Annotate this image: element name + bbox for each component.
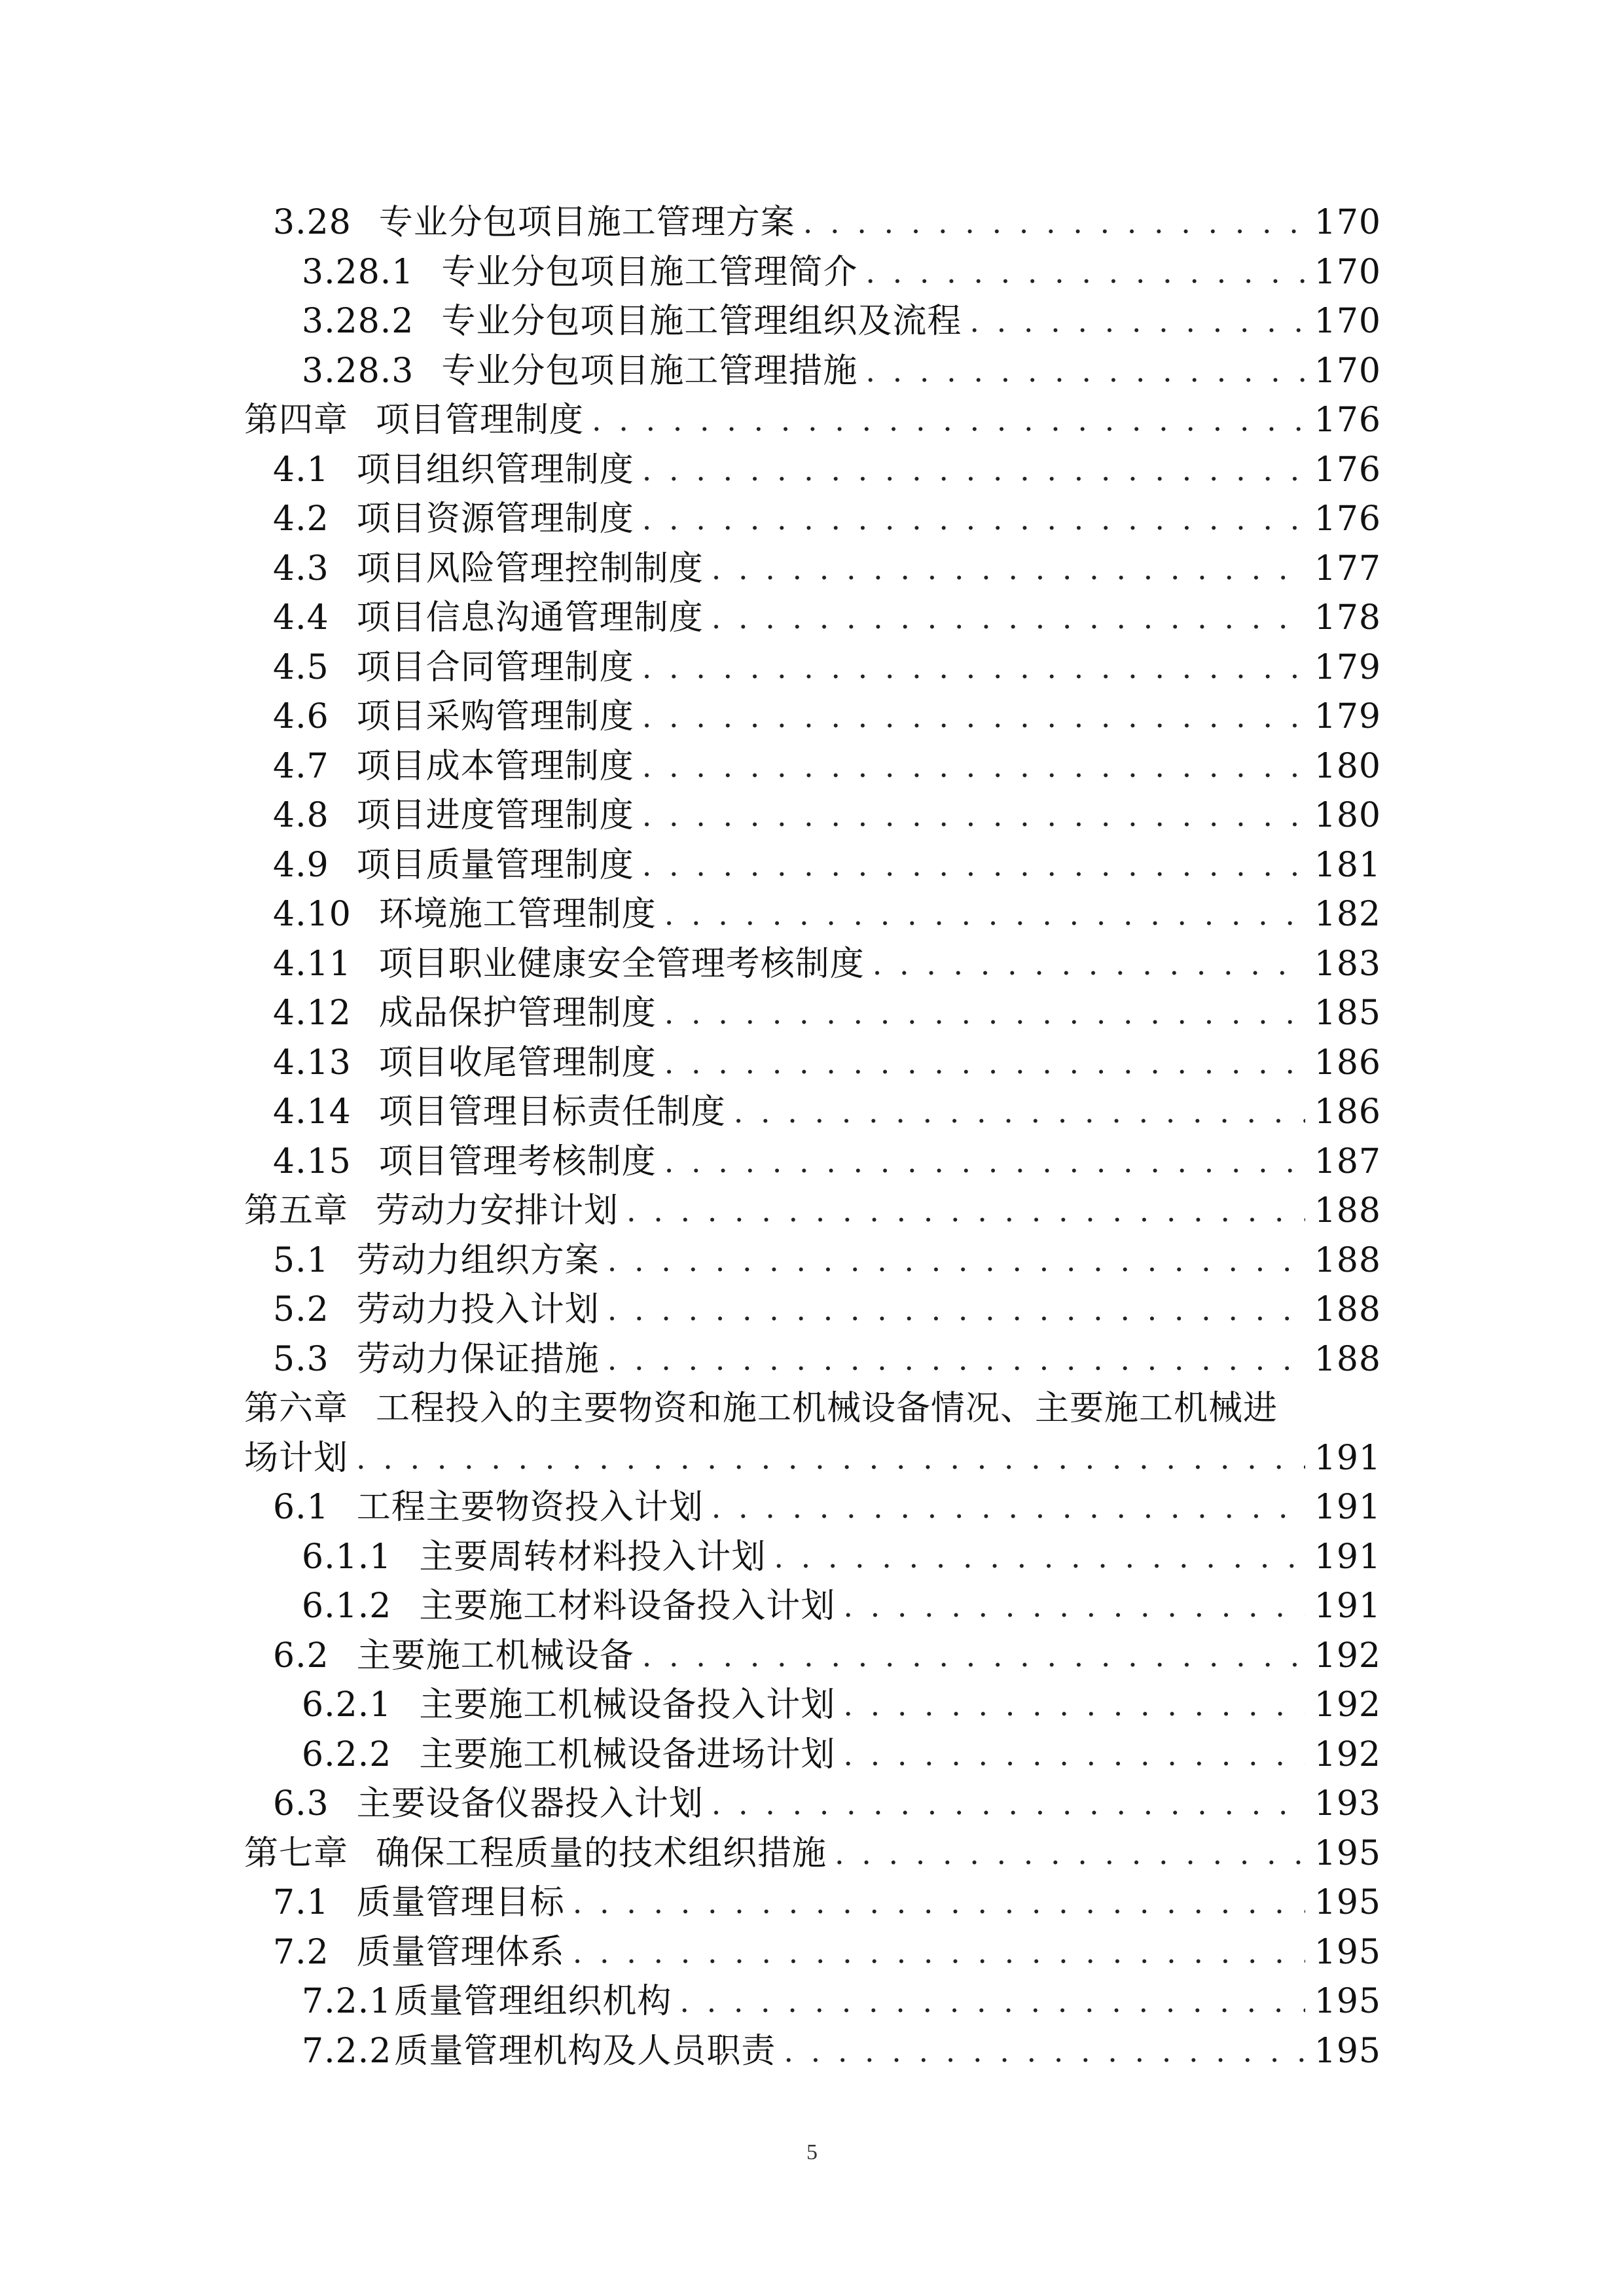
toc-number: 4.8: [273, 796, 329, 835]
toc-page-number: 191: [1314, 1488, 1381, 1527]
toc-dot-leader: [642, 1632, 1305, 1681]
page-footer-number: 5: [806, 2140, 818, 2164]
toc-title: 主要施工材料设备投入计划: [419, 1587, 836, 1626]
toc-title: 质量管理目标: [356, 1883, 565, 1922]
toc-page-number: 192: [1314, 1734, 1381, 1774]
toc-title: 专业分包项目施工管理措施: [441, 351, 858, 391]
toc-page-number: 177: [1314, 548, 1381, 588]
toc-dot-leader: [734, 1088, 1305, 1138]
toc-dot-leader: [865, 347, 1305, 397]
toc-number: 6.1.2: [302, 1587, 392, 1626]
toc-dot-leader: [356, 1434, 1305, 1484]
toc-entry[interactable]: [244, 1632, 1381, 1681]
toc-dot-leader: [573, 1928, 1305, 1978]
toc-title: 劳动力投入计划: [356, 1290, 600, 1329]
toc-number: 5.3: [273, 1339, 329, 1379]
toc-number: 4.10: [273, 895, 352, 934]
toc-number: 7.2.1: [302, 1982, 392, 2021]
toc-dot-leader: [679, 1977, 1305, 2027]
toc-title: 项目组织管理制度: [356, 450, 634, 490]
toc-page-number: 183: [1314, 944, 1381, 984]
toc-dot-leader: [607, 1335, 1305, 1385]
toc-dot-leader: [865, 248, 1305, 298]
toc-page-number: 193: [1314, 1784, 1381, 1823]
toc-dot-leader: [642, 742, 1305, 792]
toc-number: 6.3: [273, 1784, 329, 1823]
toc-entry[interactable]: [244, 545, 1381, 594]
toc-dot-leader: [607, 1236, 1305, 1286]
toc-dot-leader: [712, 1483, 1305, 1533]
toc-number: 第七章: [244, 1833, 349, 1873]
toc-entry[interactable]: [244, 2027, 1381, 2077]
toc-title: 项目管理目标责任制度: [378, 1092, 726, 1132]
toc-page-number: 192: [1314, 1685, 1381, 1725]
toc-page-number: 185: [1314, 994, 1381, 1033]
toc-entry[interactable]: [244, 1681, 1381, 1731]
toc-number: 4.1: [273, 450, 329, 490]
toc-title: 项目采购管理制度: [356, 697, 634, 736]
toc-title: 劳动力保证措施: [356, 1339, 600, 1379]
toc-title: 质量管理组织机构: [394, 1982, 672, 2021]
toc-entry[interactable]: [244, 495, 1381, 545]
toc-dot-leader: [843, 1731, 1305, 1780]
toc-page-number: 176: [1314, 499, 1381, 539]
toc-dot-leader: [626, 1187, 1305, 1236]
toc-title: 主要施工机械设备进场计划: [419, 1734, 836, 1774]
toc-title: 项目质量管理制度: [356, 845, 634, 885]
toc-dot-leader: [712, 1780, 1305, 1829]
toc-title: 专业分包项目施工管理组织及流程: [441, 302, 962, 341]
toc-entry[interactable]: [244, 1236, 1381, 1286]
toc-dot-leader: [835, 1829, 1305, 1879]
toc-number: 4.9: [273, 845, 329, 885]
toc-number: 4.11: [273, 944, 352, 984]
toc-number: 3.28.2: [302, 302, 414, 341]
toc-number: 6.2.2: [302, 1734, 392, 1774]
toc-entry[interactable]: [244, 1928, 1381, 1978]
toc-title: 项目管理考核制度: [378, 1141, 657, 1181]
toc-page-number: 188: [1314, 1191, 1381, 1230]
toc-dot-leader: [642, 643, 1305, 693]
toc-title: 项目收尾管理制度: [378, 1043, 657, 1083]
toc-dot-leader: [642, 692, 1305, 742]
toc-page-number: 186: [1314, 1092, 1381, 1132]
toc-number: 4.5: [273, 647, 329, 687]
toc-number: 5.1: [273, 1240, 329, 1280]
toc-page-number: 176: [1314, 401, 1381, 440]
toc-entry[interactable]: [244, 396, 1381, 446]
toc-number: 6.1.1: [302, 1537, 392, 1577]
toc-entry[interactable]: [244, 1829, 1381, 1879]
toc-dot-leader: [642, 841, 1305, 891]
toc-title: 环境施工管理制度: [378, 895, 657, 934]
toc-page-number: 195: [1314, 1982, 1381, 2021]
toc-entry[interactable]: [244, 692, 1381, 742]
toc-entry[interactable]: [244, 446, 1381, 495]
toc-title: 专业分包项目施工管理方案: [378, 203, 795, 242]
toc-title: 劳动力组织方案: [356, 1240, 600, 1280]
toc-number: 第五章: [244, 1191, 349, 1230]
toc-dot-leader: [642, 495, 1305, 545]
toc-dot-leader: [592, 396, 1305, 446]
toc-entry-line-2: [244, 1434, 1381, 1484]
toc-dot-leader: [664, 890, 1305, 940]
toc-entry[interactable]: [244, 1780, 1381, 1829]
toc-number: 4.12: [273, 994, 352, 1033]
toc-dot-leader: [573, 1878, 1305, 1928]
toc-entry[interactable]: [244, 248, 1381, 298]
toc-entry[interactable]: [244, 297, 1381, 347]
toc-dot-leader: [712, 545, 1305, 594]
toc-entry[interactable]: [244, 791, 1381, 841]
toc-dot-leader: [843, 1681, 1305, 1731]
toc-entry[interactable]: [244, 1533, 1381, 1583]
toc-entry[interactable]: [244, 1977, 1381, 2027]
toc-entry[interactable]: [244, 1039, 1381, 1088]
toc-page-number: 188: [1314, 1240, 1381, 1280]
toc-page-number: 186: [1314, 1043, 1381, 1083]
toc-dot-leader: [664, 1138, 1305, 1187]
toc-number: 第六章: [244, 1389, 349, 1428]
toc-page-number: 195: [1314, 1932, 1381, 1972]
toc-dot-leader: [664, 1039, 1305, 1088]
toc-page-number: 176: [1314, 450, 1381, 490]
toc-title: 工程投入的主要物资和施工机械设备情况、主要施工机械进: [376, 1389, 1278, 1428]
toc-entry[interactable]: [244, 1187, 1381, 1236]
toc-title: 主要施工机械设备投入计划: [419, 1685, 836, 1725]
toc-entry[interactable]: [244, 1138, 1381, 1187]
toc-entry[interactable]: [244, 841, 1381, 891]
toc-title: 确保工程质量的技术组织措施: [376, 1833, 827, 1873]
toc-title: 项目职业健康安全管理考核制度: [378, 944, 865, 984]
toc-number: 6.2.1: [302, 1685, 392, 1725]
toc-title: 专业分包项目施工管理简介: [441, 252, 858, 292]
toc-entry[interactable]: [244, 1878, 1381, 1928]
toc-page-number: 195: [1314, 1883, 1381, 1922]
table-of-contents: [244, 198, 1381, 2076]
toc-page-number: 170: [1314, 203, 1381, 242]
toc-number: 6.2: [273, 1636, 329, 1676]
toc-title: 工程主要物资投入计划: [356, 1488, 704, 1527]
toc-entry[interactable]: [244, 742, 1381, 792]
toc-number: 4.7: [273, 746, 329, 786]
toc-title: 项目成本管理制度: [356, 746, 634, 786]
toc-title: 项目资源管理制度: [356, 499, 634, 539]
toc-dot-leader: [712, 594, 1305, 643]
toc-dot-leader: [843, 1582, 1305, 1632]
toc-title: 项目风险管理控制制度: [356, 548, 704, 588]
toc-number: 4.15: [273, 1141, 352, 1181]
toc-dot-leader: [642, 791, 1305, 841]
toc-title: 质量管理机构及人员职责: [394, 2031, 776, 2071]
toc-number: 3.28.1: [302, 252, 414, 292]
toc-page-number: 187: [1314, 1141, 1381, 1181]
toc-entry[interactable]: [244, 594, 1381, 643]
toc-dot-leader: [969, 297, 1305, 347]
toc-entry[interactable]: [244, 1731, 1381, 1780]
toc-page-number: 191: [1314, 1537, 1381, 1577]
toc-entry[interactable]: [244, 347, 1381, 397]
toc-number: 7.2: [273, 1932, 329, 1972]
toc-title: 项目管理制度: [376, 401, 585, 440]
toc-number: 5.2: [273, 1290, 329, 1329]
toc-title: 质量管理体系: [356, 1932, 565, 1972]
toc-number: 4.4: [273, 598, 329, 637]
toc-page-number: 179: [1314, 647, 1381, 687]
toc-title: 主要设备仪器投入计划: [356, 1784, 704, 1823]
toc-dot-leader: [664, 989, 1305, 1039]
toc-title: 成品保护管理制度: [378, 994, 657, 1033]
toc-title: 项目信息沟通管理制度: [356, 598, 704, 637]
toc-number: 7.2.2: [302, 2031, 392, 2071]
toc-number: 第四章: [244, 401, 349, 440]
toc-title: 项目合同管理制度: [356, 647, 634, 687]
toc-dot-leader: [803, 198, 1305, 248]
toc-number: 4.13: [273, 1043, 352, 1083]
toc-page-number: 188: [1314, 1339, 1381, 1379]
toc-title: 主要周转材料投入计划: [419, 1537, 767, 1577]
toc-page-number: 170: [1314, 351, 1381, 391]
toc-title: 劳动力安排计划: [376, 1191, 619, 1230]
toc-page-number: 170: [1314, 302, 1381, 341]
toc-number: 3.28: [273, 203, 352, 242]
toc-number: 6.1: [273, 1488, 329, 1527]
toc-page-number: 195: [1314, 2031, 1381, 2071]
toc-title: 项目进度管理制度: [356, 796, 634, 835]
toc-entry[interactable]: [244, 1088, 1381, 1138]
toc-number: 7.1: [273, 1883, 329, 1922]
toc-page-number: 180: [1314, 796, 1381, 835]
toc-entry[interactable]: [244, 1384, 1381, 1483]
toc-dot-leader: [784, 2027, 1305, 2077]
toc-page-number: 192: [1314, 1636, 1381, 1676]
toc-page-number: 188: [1314, 1290, 1381, 1329]
toc-entry-line-1: [244, 1384, 1381, 1434]
toc-page-number: 191: [1314, 1587, 1381, 1626]
toc-entry[interactable]: [244, 940, 1381, 990]
toc-dot-leader: [607, 1285, 1305, 1335]
toc-number: 4.14: [273, 1092, 352, 1132]
toc-page-number: 181: [1314, 845, 1381, 885]
toc-dot-leader: [642, 446, 1305, 495]
toc-entry[interactable]: [244, 1483, 1381, 1533]
toc-number: 4.2: [273, 499, 329, 539]
toc-number: 4.6: [273, 697, 329, 736]
toc-entry[interactable]: [244, 643, 1381, 693]
toc-dot-leader: [774, 1533, 1305, 1583]
toc-entry[interactable]: [244, 198, 1381, 248]
toc-number: 3.28.3: [302, 351, 414, 391]
toc-page-number: 195: [1314, 1833, 1381, 1873]
toc-page-number: 178: [1314, 598, 1381, 637]
toc-number: 4.3: [273, 548, 329, 588]
toc-dot-leader: [873, 940, 1305, 990]
toc-entry[interactable]: [244, 1285, 1381, 1335]
toc-page-number: 180: [1314, 746, 1381, 786]
toc-entry[interactable]: [244, 1335, 1381, 1385]
toc-page-number: 191: [1314, 1438, 1381, 1478]
toc-page-number: 182: [1314, 895, 1381, 934]
toc-page-number: 179: [1314, 697, 1381, 736]
toc-title: 主要施工机械设备: [356, 1636, 634, 1676]
toc-entry[interactable]: [244, 890, 1381, 940]
toc-title-continuation: 场计划: [244, 1438, 349, 1478]
toc-entry[interactable]: [244, 989, 1381, 1039]
toc-entry[interactable]: [244, 1582, 1381, 1632]
toc-page-number: 170: [1314, 252, 1381, 292]
